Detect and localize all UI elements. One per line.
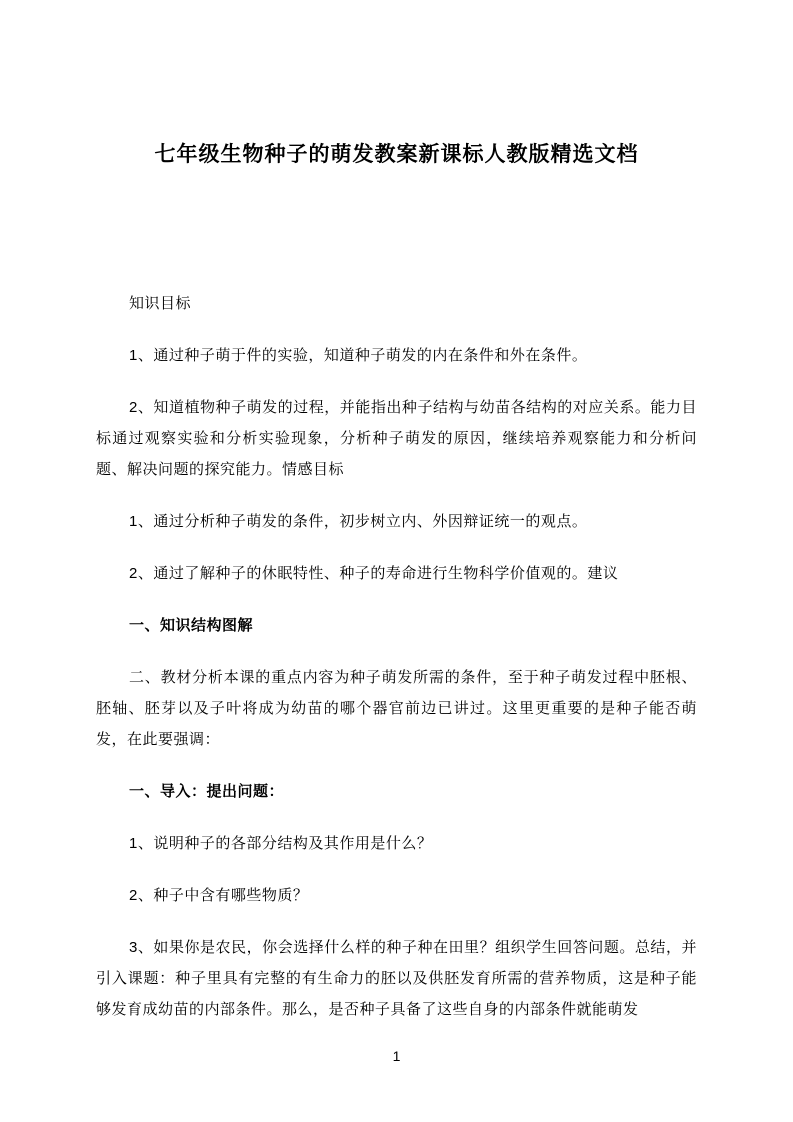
paragraph-intro-heading: 一、导入：提出问题： [129, 783, 285, 800]
paragraph-knowledge-goal-1: 1、通过种子萌于件的实验，知道种子萌发的内在条件和外在条件。 [129, 347, 588, 364]
paragraph-knowledge-goal-2: 2、知道植物种子萌发的过程，并能指出种子结构与幼苗各结构的对应关系。能力目标通过观察实验和分析实验现象，分析种子萌发的原因，继续培养观察能力和分析问题、解决问题的探究能力。情感目标 [96, 399, 697, 478]
paragraph-knowledge-goal-heading: 知识目标 [129, 295, 192, 312]
paragraph-question-2: 2、种子中含有哪些物质？ [129, 887, 309, 904]
paragraph-emotion-goal-1: 1、通过分析种子萌发的条件，初步树立内、外因辩证统一的观点。 [129, 513, 588, 530]
document-title: 七年级生物种子的萌发教案新课标人教版精选文档 [154, 143, 639, 166]
page-number: 1 [392, 1048, 401, 1064]
paragraph-question-3: 3、如果你是农民，你会选择什么样的种子种在田里？组织学生回答问题。总结，并引入课题：种子里具有完整的有生命力的胚以及供胚发育所需的营养物质，这是种子能够发育成幼苗的内部条件。那么，是否种子具备了这些自身的内部条件就能萌发 [96, 939, 697, 1018]
paragraph-structure-diagram-heading: 一、知识结构图解 [129, 617, 254, 634]
paragraph-question-1: 1、说明种子的各部分结构及其作用是什么？ [129, 835, 433, 852]
document-body [96, 288, 697, 1046]
paragraph-material-analysis: 二、教材分析本课的重点内容为种子萌发所需的条件，至于种子萌发过程中胚根、胚轴、胚芽以及子叶将成为幼苗的哪个器官前边已讲过。这里更重要的是种子能否萌发，在此要强调： [96, 669, 697, 748]
paragraph-emotion-goal-2: 2、通过了解种子的休眠特性、种子的寿命进行生物科学价值观的。建议 [129, 565, 619, 582]
